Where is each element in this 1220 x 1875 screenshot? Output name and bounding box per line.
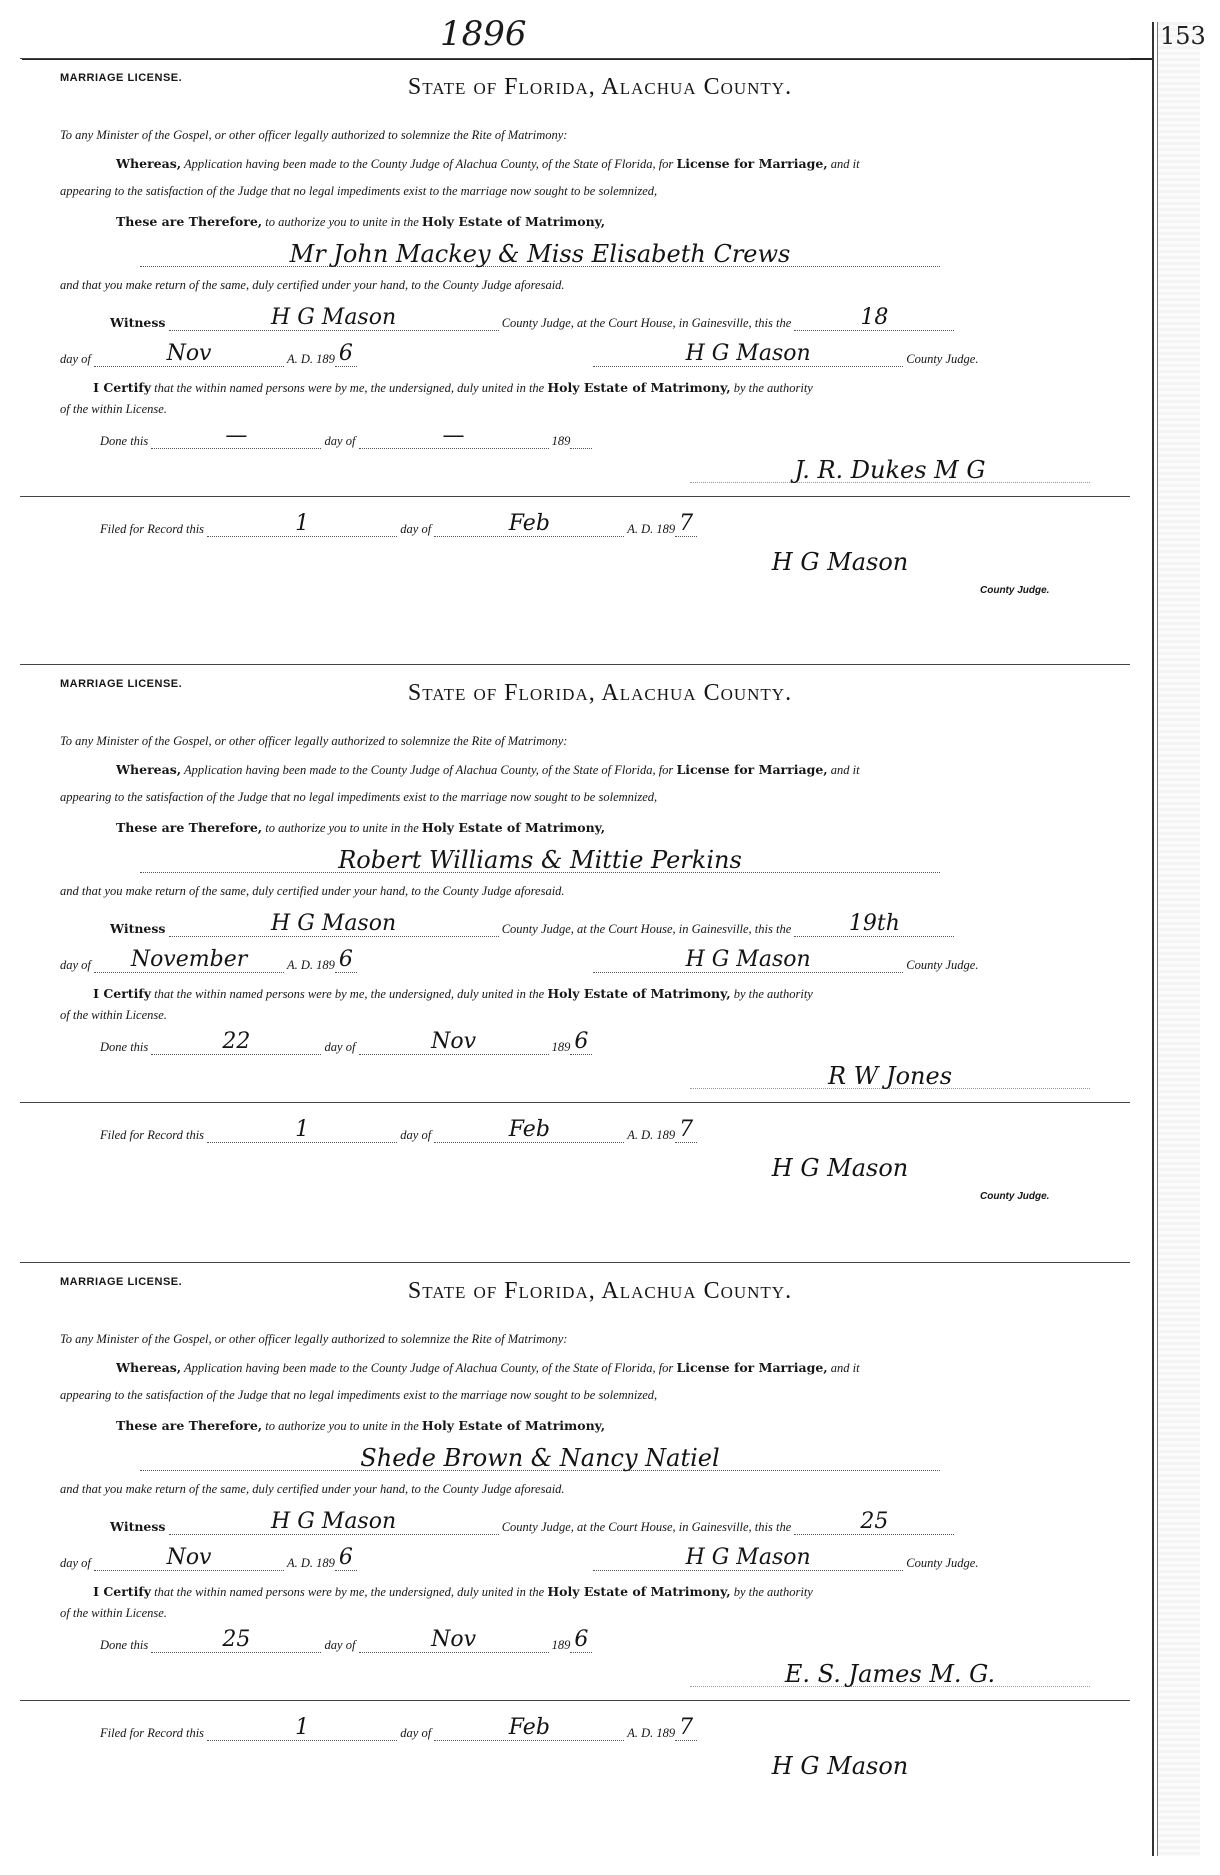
within-license: of the within License. xyxy=(60,1008,167,1022)
filed-ad-label: A. D. 189 xyxy=(627,1128,676,1142)
day-of-label: day of xyxy=(60,1556,91,1570)
intro-text: To any Minister of the Gospel, or other officer legally authorized to solemnize the Rite of Matrimony: xyxy=(60,1332,568,1346)
intro-line xyxy=(60,1332,1140,1347)
license-month: November xyxy=(130,947,248,972)
return-line xyxy=(60,884,1140,899)
filed-signature: H G Mason xyxy=(771,1154,909,1182)
intro-line xyxy=(60,734,1140,749)
done-year-digit-field xyxy=(570,430,592,449)
filing-rule xyxy=(20,496,1130,497)
filed-signature-field xyxy=(700,1754,980,1778)
whereas-line xyxy=(116,1360,1196,1376)
done-day-of: day of xyxy=(324,434,356,448)
filed-month-field xyxy=(434,1117,624,1143)
therefore-line xyxy=(116,214,1196,230)
year-digit-field xyxy=(335,1545,357,1571)
couple-line xyxy=(140,1444,1220,1472)
done-month-field xyxy=(359,1627,549,1653)
filed-year-digit: 7 xyxy=(679,1715,694,1740)
year-digit: 6 xyxy=(338,1545,353,1570)
therefore-text: to authorize you to unite in the xyxy=(265,1419,419,1433)
done-month: Nov xyxy=(431,1029,477,1054)
witness-line xyxy=(110,1509,1190,1535)
license-heading: State of Florida, Alachua County. xyxy=(407,74,793,100)
whereas-text: Application having been made to the County Judge of Alachua County, of the State of Florida, for xyxy=(184,1361,674,1375)
whereas-text-end: and it xyxy=(830,157,860,171)
month-field xyxy=(94,1545,284,1571)
appearing-line xyxy=(60,184,1140,199)
within-license-line xyxy=(60,402,1140,417)
done-year-digit: 6 xyxy=(574,1627,589,1652)
year-digit-field xyxy=(335,947,357,973)
certify-text: that the within named persons were by me, the undersigned, duly united in the xyxy=(154,381,545,395)
done-line xyxy=(100,1627,1180,1653)
day-number: 19th xyxy=(848,911,900,936)
done-year-digit-field xyxy=(570,1029,592,1055)
ad-label: A. D. 189 xyxy=(286,1556,335,1570)
filing-rule xyxy=(20,1102,1130,1103)
therefore-text: to authorize you to unite in the xyxy=(265,821,419,835)
license-separator xyxy=(20,58,1130,59)
month-field xyxy=(94,341,284,367)
certify-line xyxy=(60,986,1140,1002)
court-text: County Judge, at the Court House, in Gainesville, this the xyxy=(501,922,792,936)
holy-estate-phrase: Holy Estate of Matrimony, xyxy=(421,214,606,229)
whereas-line xyxy=(116,762,1196,778)
appearing-line xyxy=(60,790,1140,805)
witness-field xyxy=(169,911,499,937)
whereas-word: Whereas, xyxy=(116,762,182,777)
license-phrase: License for Marriage, xyxy=(676,1360,828,1375)
certify-line xyxy=(60,380,1140,396)
filed-year-digit-field xyxy=(675,1715,697,1741)
appearing-text: appearing to the satisfaction of the Judge that no legal impediments exist to the marriage now sought to be solemnized, xyxy=(60,1388,658,1402)
officiant-field xyxy=(690,1662,1090,1687)
license-separator xyxy=(20,1262,1130,1263)
judge-signature-field xyxy=(593,1545,903,1571)
right-margin-rule xyxy=(1152,22,1154,1856)
ad-label: A. D. 189 xyxy=(286,352,335,366)
day-of-label: day of xyxy=(60,352,91,366)
whereas-word: Whereas, xyxy=(116,1360,182,1375)
filed-month: Feb xyxy=(508,511,550,536)
filed-day: 1 xyxy=(295,511,310,536)
therefore-word: These are Therefore, xyxy=(116,820,263,835)
judge-title: County Judge. xyxy=(906,1556,979,1570)
certify-text: that the within named persons were by me, the undersigned, duly united in the xyxy=(154,1585,545,1599)
intro-line xyxy=(60,128,1140,143)
month-field xyxy=(94,947,284,973)
section-label: MARRIAGE LICENSE. xyxy=(60,678,183,690)
marriage-license-2 xyxy=(60,672,1140,1277)
whereas-line xyxy=(116,156,1196,172)
done-year-label: 189 xyxy=(551,1040,571,1054)
officiant-signature: J. R. Dukes M G xyxy=(794,456,986,484)
filed-month-field xyxy=(434,511,624,537)
holy-estate-phrase: Holy Estate of Matrimony, xyxy=(421,820,606,835)
marriage-license-3 xyxy=(60,1270,1140,1875)
therefore-word: These are Therefore, xyxy=(116,1418,263,1433)
officiant-field xyxy=(690,458,1090,483)
filed-signature-line xyxy=(700,1754,1000,1778)
within-license: of the within License. xyxy=(60,402,167,416)
done-day: — xyxy=(225,423,248,448)
date-line xyxy=(60,947,1140,973)
done-day: 22 xyxy=(222,1029,251,1054)
appearing-line xyxy=(60,1388,1140,1403)
filed-title: County Judge. xyxy=(980,1191,1050,1202)
return-text: and that you make return of the same, duly certified under your hand, to the County Judge aforesaid. xyxy=(60,884,565,898)
certify-word: I Certify xyxy=(93,380,151,395)
couple-names: Shede Brown & Nancy Natiel xyxy=(360,1444,720,1472)
judge-signature-field xyxy=(593,947,903,973)
filed-title-line xyxy=(980,1188,1100,1203)
day-number: 25 xyxy=(860,1509,889,1534)
intro-text: To any Minister of the Gospel, or other officer legally authorized to solemnize the Rite of Matrimony: xyxy=(60,734,568,748)
judge-signature: H G Mason xyxy=(685,947,811,972)
return-text: and that you make return of the same, duly certified under your hand, to the County Judge aforesaid. xyxy=(60,1482,565,1496)
section-label: MARRIAGE LICENSE. xyxy=(60,1276,183,1288)
done-label: Done this xyxy=(100,1040,149,1054)
done-day-field xyxy=(151,1627,321,1653)
day-number-field xyxy=(794,305,954,331)
judge-signature: H G Mason xyxy=(685,341,811,366)
officiant-signature: R W Jones xyxy=(827,1062,953,1090)
filed-signature-line xyxy=(700,1156,1000,1180)
day-of-label: day of xyxy=(60,958,91,972)
filed-ad-label: A. D. 189 xyxy=(627,522,676,536)
filed-year-digit-field xyxy=(675,511,697,537)
couple-line xyxy=(140,240,1220,268)
witness-word: Witness xyxy=(110,921,166,936)
license-heading: State of Florida, Alachua County. xyxy=(407,680,793,706)
year-digit-field xyxy=(335,341,357,367)
witness-line xyxy=(110,305,1190,331)
certify-word: I Certify xyxy=(93,986,151,1001)
filed-title: County Judge. xyxy=(980,585,1050,596)
filed-day: 1 xyxy=(295,1715,310,1740)
witness-signature: H G Mason xyxy=(271,1509,397,1534)
filed-line xyxy=(100,511,1180,537)
license-separator xyxy=(20,664,1130,665)
witness-line xyxy=(110,911,1190,937)
return-line xyxy=(60,1482,1140,1497)
certify-holy-estate: Holy Estate of Matrimony, xyxy=(547,1584,731,1599)
adjacent-page-edge xyxy=(1157,22,1200,1856)
section-label: MARRIAGE LICENSE. xyxy=(60,72,183,84)
witness-word: Witness xyxy=(110,1519,166,1534)
certify-text: that the within named persons were by me, the undersigned, duly united in the xyxy=(154,987,545,1001)
witness-word: Witness xyxy=(110,315,166,330)
judge-signature: H G Mason xyxy=(685,1545,811,1570)
certify-end: by the authority xyxy=(733,381,813,395)
certify-word: I Certify xyxy=(93,1584,151,1599)
intro-text: To any Minister of the Gospel, or other officer legally authorized to solemnize the Rite of Matrimony: xyxy=(60,128,568,142)
done-label: Done this xyxy=(100,1638,149,1652)
filed-day-field xyxy=(207,1715,397,1741)
done-line xyxy=(100,423,1180,449)
whereas-word: Whereas, xyxy=(116,156,182,171)
done-label: Done this xyxy=(100,434,149,448)
filed-line xyxy=(100,1715,1180,1741)
done-year-digit-field xyxy=(570,1627,592,1653)
filed-signature-field xyxy=(700,1156,980,1180)
witness-signature: H G Mason xyxy=(271,911,397,936)
done-year-label: 189 xyxy=(551,1638,571,1652)
therefore-line xyxy=(116,820,1196,836)
filed-title-line xyxy=(980,582,1100,597)
filed-day-field xyxy=(207,511,397,537)
filed-month-field xyxy=(434,1715,624,1741)
certify-end: by the authority xyxy=(733,987,813,1001)
filed-signature: H G Mason xyxy=(771,548,909,576)
filed-month: Feb xyxy=(508,1715,550,1740)
couple-names: Mr John Mackey & Miss Elisabeth Crews xyxy=(289,240,791,268)
done-month-field xyxy=(359,1029,549,1055)
done-month: Nov xyxy=(431,1627,477,1652)
holy-estate-phrase: Holy Estate of Matrimony, xyxy=(421,1418,606,1433)
ad-label: A. D. 189 xyxy=(286,958,335,972)
filed-day-of: day of xyxy=(400,1128,432,1142)
date-line xyxy=(60,1545,1140,1571)
marriage-license-1 xyxy=(60,66,1140,671)
officiant-line xyxy=(690,1662,1110,1687)
day-number-field xyxy=(794,1509,954,1535)
done-day-of: day of xyxy=(324,1040,356,1054)
filed-day: 1 xyxy=(295,1117,310,1142)
court-text: County Judge, at the Court House, in Gainesville, this the xyxy=(501,316,792,330)
within-license-line xyxy=(60,1008,1140,1023)
done-month: — xyxy=(442,423,465,448)
whereas-text: Application having been made to the County Judge of Alachua County, of the State of Florida, for xyxy=(184,157,674,171)
witness-field xyxy=(169,1509,499,1535)
day-number: 18 xyxy=(860,305,889,330)
filed-year-digit: 7 xyxy=(679,511,694,536)
within-license: of the within License. xyxy=(60,1606,167,1620)
officiant-line xyxy=(690,458,1110,483)
filed-year-digit: 7 xyxy=(679,1117,694,1142)
judge-title: County Judge. xyxy=(906,958,979,972)
couple-field xyxy=(140,1444,940,1472)
return-line xyxy=(60,278,1140,293)
year-digit: 6 xyxy=(338,341,353,366)
couple-field xyxy=(140,846,940,874)
day-number-field xyxy=(794,911,954,937)
filed-day-of: day of xyxy=(400,522,432,536)
filed-ad-label: A. D. 189 xyxy=(627,1726,676,1740)
whereas-text: Application having been made to the County Judge of Alachua County, of the State of Florida, for xyxy=(184,763,674,777)
license-heading: State of Florida, Alachua County. xyxy=(407,1278,793,1304)
whereas-text-end: and it xyxy=(830,1361,860,1375)
done-day-field xyxy=(151,423,321,449)
done-line xyxy=(100,1029,1180,1055)
certify-holy-estate: Holy Estate of Matrimony, xyxy=(547,986,731,1001)
done-month-field xyxy=(359,423,549,449)
appearing-text: appearing to the satisfaction of the Judge that no legal impediments exist to the marriage now sought to be solemnized, xyxy=(60,790,658,804)
within-license-line xyxy=(60,1606,1140,1621)
whereas-text-end: and it xyxy=(830,763,860,777)
filed-label: Filed for Record this xyxy=(100,1128,205,1142)
page-number: 153 xyxy=(1160,22,1206,50)
therefore-line xyxy=(116,1418,1196,1434)
therefore-text: to authorize you to unite in the xyxy=(265,215,419,229)
done-day-field xyxy=(151,1029,321,1055)
license-month: Nov xyxy=(166,341,212,366)
license-phrase: License for Marriage, xyxy=(676,156,828,171)
couple-field xyxy=(140,240,940,268)
done-day: 25 xyxy=(222,1627,251,1652)
judge-signature-field xyxy=(593,341,903,367)
certify-line xyxy=(60,1584,1140,1600)
done-year-digit: 6 xyxy=(574,1029,589,1054)
witness-signature: H G Mason xyxy=(271,305,397,330)
license-phrase: License for Marriage, xyxy=(676,762,828,777)
filed-label: Filed for Record this xyxy=(100,1726,205,1740)
filed-line xyxy=(100,1117,1180,1143)
date-line xyxy=(60,341,1140,367)
filed-year-digit-field xyxy=(675,1117,697,1143)
certify-end: by the authority xyxy=(733,1585,813,1599)
filed-signature-line xyxy=(700,550,1000,574)
return-text: and that you make return of the same, duly certified under your hand, to the County Judge aforesaid. xyxy=(60,278,565,292)
certify-holy-estate: Holy Estate of Matrimony, xyxy=(547,380,731,395)
right-margin-rule-inner xyxy=(1157,22,1158,1856)
couple-line xyxy=(140,846,1220,874)
filed-signature-field xyxy=(700,550,980,574)
license-month: Nov xyxy=(166,1545,212,1570)
page-year: 1896 xyxy=(440,14,527,54)
officiant-field xyxy=(690,1064,1090,1089)
therefore-word: These are Therefore, xyxy=(116,214,263,229)
judge-title: County Judge. xyxy=(906,352,979,366)
filed-day-field xyxy=(207,1117,397,1143)
filed-day-of: day of xyxy=(400,1726,432,1740)
done-year-label: 189 xyxy=(551,434,571,448)
officiant-signature: E. S. James M. G. xyxy=(784,1660,996,1688)
officiant-line xyxy=(690,1064,1110,1089)
filed-label: Filed for Record this xyxy=(100,522,205,536)
appearing-text: appearing to the satisfaction of the Judge that no legal impediments exist to the marriage now sought to be solemnized, xyxy=(60,184,658,198)
done-day-of: day of xyxy=(324,1638,356,1652)
court-text: County Judge, at the Court House, in Gainesville, this the xyxy=(501,1520,792,1534)
filed-signature: H G Mason xyxy=(771,1752,909,1780)
filing-rule xyxy=(20,1700,1130,1701)
couple-names: Robert Williams & Mittie Perkins xyxy=(338,846,742,874)
witness-field xyxy=(169,305,499,331)
year-digit: 6 xyxy=(338,947,353,972)
filed-month: Feb xyxy=(508,1117,550,1142)
